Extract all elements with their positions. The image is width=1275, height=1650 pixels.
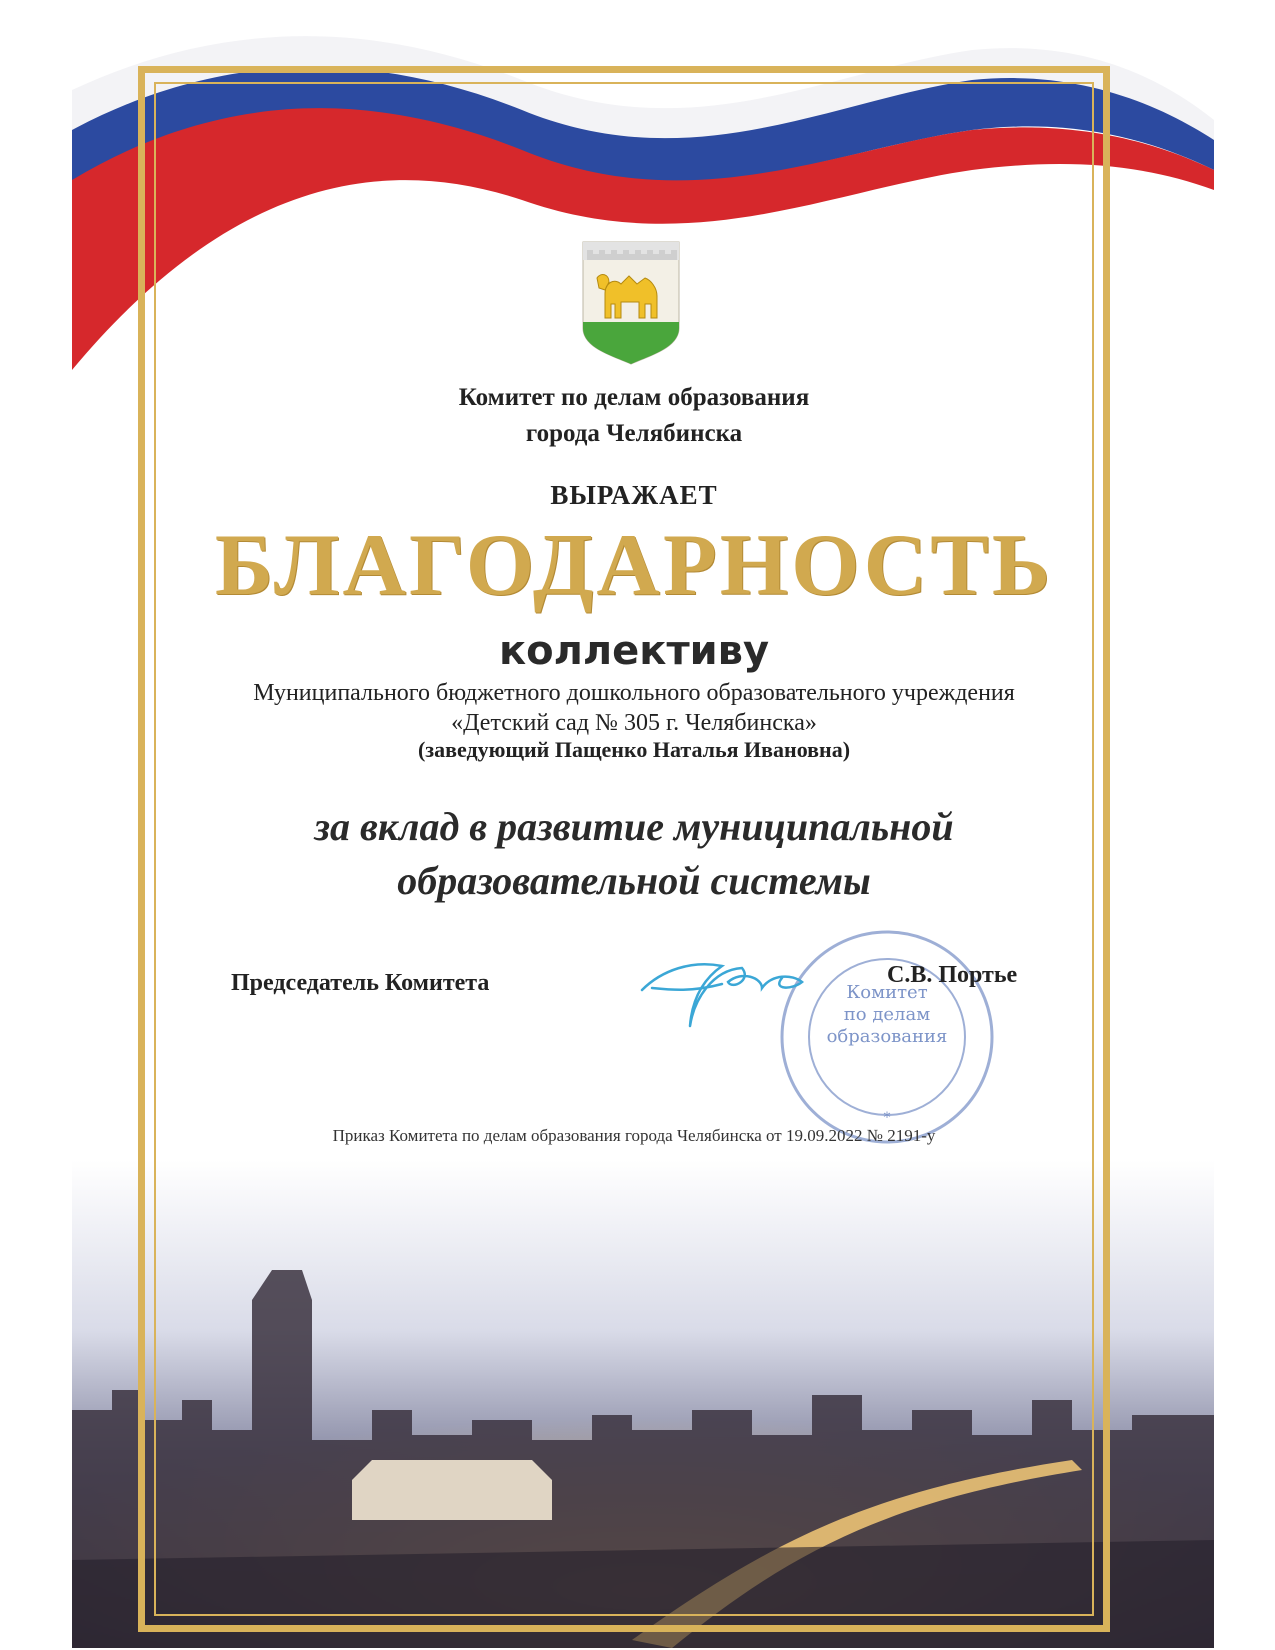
issuer-line-2: города Челябинска bbox=[525, 420, 743, 447]
stamp-line-1: Комитет bbox=[846, 982, 928, 1003]
chelyabinsk-coat-of-arms bbox=[579, 238, 683, 366]
svg-text:*: * bbox=[883, 1110, 891, 1126]
signatory-name: С.В. Портье bbox=[887, 962, 1018, 988]
reason-line-1: за вклад в развитие муниципальной bbox=[314, 804, 954, 849]
institution-line-1: Муниципального бюджетного дошкольного образовательного учреждения bbox=[253, 680, 1015, 706]
award-reason bbox=[154, 800, 1114, 908]
institution-head: (заведующий Пащенко Наталья Ивановна) bbox=[417, 737, 851, 762]
recipient-intro: коллективу bbox=[498, 628, 770, 674]
institution-line-2: «Детский сад № 305 г. Челябинска» bbox=[451, 710, 817, 736]
order-reference: Приказ Комитета по делам образования города Челябинска от 19.09.2022 № 2191-у bbox=[332, 1126, 936, 1145]
issuer-line-1: Комитет по делам образования bbox=[458, 384, 810, 411]
expresses-heading: ВЫРАЖАЕТ bbox=[550, 480, 718, 510]
stamp-line-2: по делам bbox=[843, 1004, 931, 1025]
gratitude-title: БЛАГОДАРНОСТЬ bbox=[214, 517, 1054, 614]
reason-line-2: образовательной системы bbox=[397, 858, 871, 903]
certificate-sheet bbox=[72, 10, 1214, 1648]
handwritten-signature bbox=[632, 930, 832, 1040]
institution-name bbox=[154, 678, 1114, 738]
stamp-line-3: образования bbox=[826, 1026, 948, 1047]
signatory-title: Председатель Комитета bbox=[231, 970, 490, 996]
issuer-name bbox=[154, 380, 1114, 452]
